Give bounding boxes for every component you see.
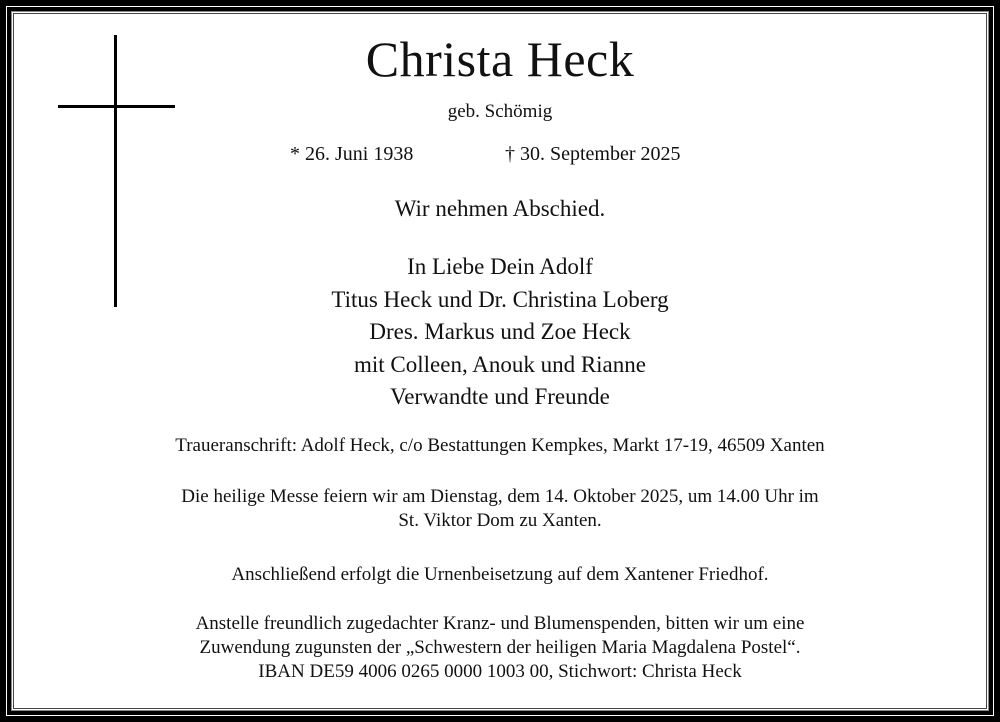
donation-line: Zuwendung zugunsten der „Schwestern der heiligen Maria Magdalena Postel“. — [199, 637, 801, 658]
donation-line: IBAN DE59 4006 0265 0000 1003 00, Stichwort: Christa Heck — [258, 661, 742, 682]
donation-info — [0, 612, 1000, 684]
family-line: Dres. Markus und Zoe Heck — [369, 319, 631, 344]
family-line: Verwandte und Freunde — [390, 384, 610, 409]
deceased-name: Christa Heck — [365, 31, 635, 87]
urn-burial-info: Anschließend erfolgt die Urnenbeisetzung auf dem Xantener Friedhof. — [231, 564, 769, 585]
death-date: † 30. September 2025 — [505, 143, 681, 165]
family-line: In Liebe Dein Adolf — [407, 254, 593, 279]
mass-info — [0, 485, 1000, 533]
family-list — [0, 251, 1000, 414]
birth-date: * 26. Juni 1938 — [290, 143, 414, 165]
mourning-address: Traueranschrift: Adolf Heck, c/o Bestattungen Kempkes, Markt 17-19, 46509 Xanten — [175, 435, 825, 456]
birth-name: geb. Schömig — [447, 101, 553, 122]
mass-line: Die heilige Messe feiern wir am Dienstag, dem 14. Oktober 2025, um 14.00 Uhr im — [181, 486, 819, 507]
family-line: mit Colleen, Anouk und Rianne — [354, 351, 646, 377]
family-line: Titus Heck und Dr. Christina Loberg — [331, 286, 669, 312]
mass-line: St. Viktor Dom zu Xanten. — [398, 510, 602, 531]
donation-line: Anstelle freundlich zugedachter Kranz- und Blumenspenden, bitten wir um eine — [195, 613, 805, 634]
farewell-text: Wir nehmen Abschied. — [394, 196, 606, 221]
